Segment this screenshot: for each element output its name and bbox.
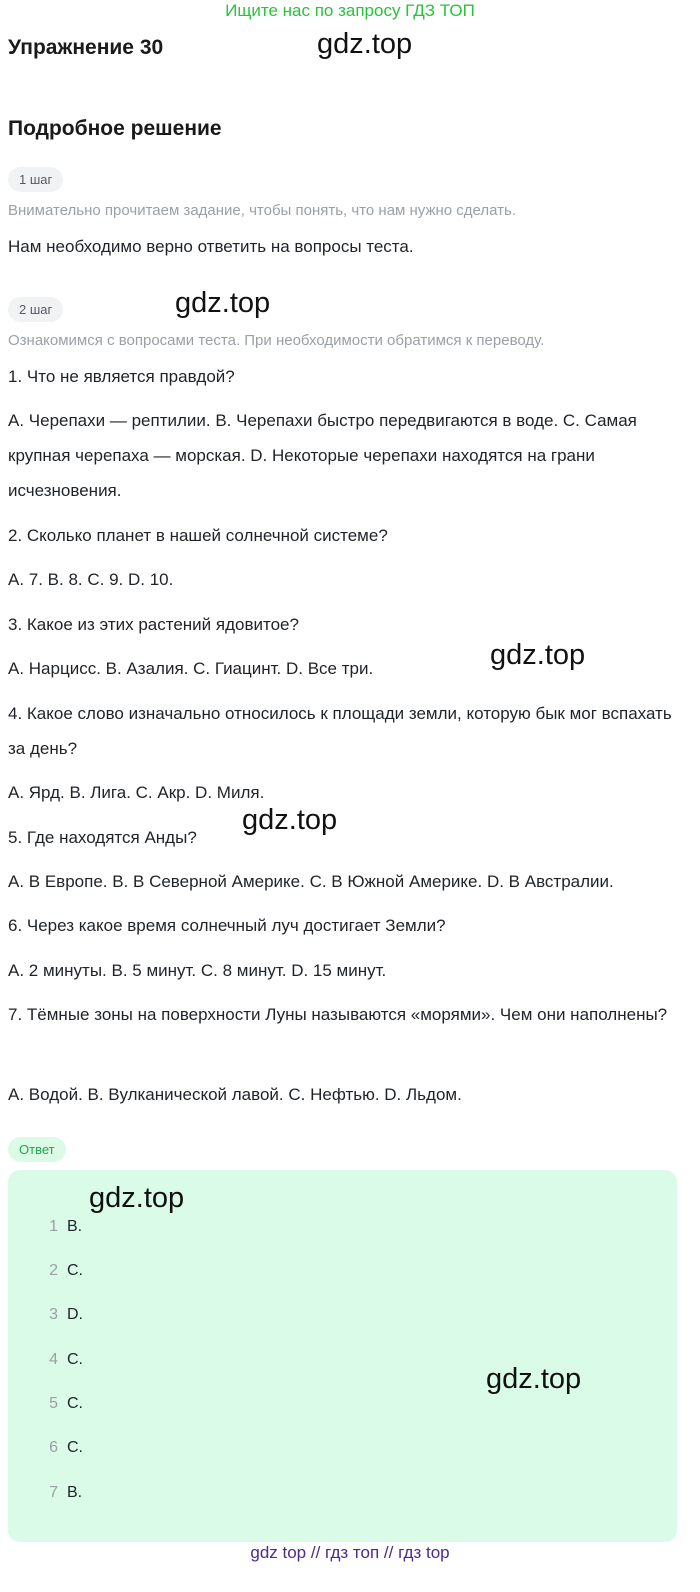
step-2-badge: 2 шаг	[8, 297, 63, 322]
answer-number: 7	[49, 1484, 58, 1501]
question-7-options: A. Водой. B. Вулканической лавой. C. Нефтью. D. Льдом.	[8, 1085, 462, 1104]
answer-item	[46, 1262, 83, 1284]
answer-value: D.	[67, 1306, 83, 1323]
question-2-options: A. 7. B. 8. C. 9. D. 10.	[8, 570, 174, 589]
question-2: 2. Сколько планет в нашей солнечной системе?	[8, 526, 388, 545]
answer-number: 1	[49, 1218, 58, 1235]
step-1-badge: 1 шаг	[8, 167, 63, 192]
answer-number: 4	[49, 1351, 58, 1368]
watermark: gdz.top	[490, 639, 586, 671]
answer-item	[46, 1484, 82, 1506]
watermark: gdz.top	[486, 1363, 582, 1395]
watermark: gdz.top	[89, 1182, 185, 1214]
answer-value: C.	[67, 1262, 83, 1279]
step-2-hint: Ознакомимся с вопросами теста. При необходимости обратимся к переводу.	[8, 332, 545, 349]
answer-value: C.	[67, 1439, 83, 1456]
page-title: Упражнение 30	[8, 36, 164, 59]
footer-link-gdz-top-ru[interactable]: гдз топ	[325, 1543, 380, 1562]
question-4: 4. Какое слово изначально относилось к площади земли, которую бык мог вспахать за день?	[8, 704, 672, 758]
footer-links	[0, 1543, 700, 1563]
question-3-options: A. Нарцисс. B. Азалия. C. Гиацинт. D. Все три.	[8, 659, 374, 678]
watermark: gdz.top	[175, 287, 271, 319]
footer-separator: //	[310, 1543, 321, 1562]
answer-value: B.	[67, 1484, 83, 1501]
answer-number: 3	[49, 1306, 58, 1323]
answer-value: B.	[67, 1218, 83, 1235]
question-6: 6. Через какое время солнечный луч достигает Земли?	[8, 916, 446, 935]
step-1-text: Нам необходимо верно ответить на вопросы теста.	[8, 237, 414, 256]
step-1-hint: Внимательно прочитаем задание, чтобы понять, что нам нужно сделать.	[8, 202, 517, 219]
answer-item	[46, 1218, 82, 1240]
answer-value: C.	[67, 1395, 83, 1412]
question-1-options: A. Черепахи — рептилии. B. Черепахи быстро передвигаются в воде. C. Самая крупная черепаха — морская. D. Некоторые черепахи находятся на грани исчезновения.	[8, 411, 637, 500]
watermark: gdz.top	[317, 28, 413, 60]
question-5: 5. Где находятся Анды?	[8, 828, 197, 847]
footer-link-gdz-top-mixed[interactable]: гдз top	[398, 1543, 450, 1562]
answer-badge: Ответ	[8, 1137, 66, 1162]
question-4-options: A. Ярд. B. Лига. C. Акр. D. Миля.	[8, 783, 265, 802]
question-3: 3. Какое из этих растений ядовитое?	[8, 615, 299, 634]
question-5-options: A. В Европе. B. В Северной Америке. C. В Южной Америке. D. В Австралии.	[8, 872, 614, 891]
answer-value: C.	[67, 1351, 83, 1368]
answer-item	[46, 1306, 83, 1328]
answer-item	[46, 1439, 83, 1461]
section-title: Подробное решение	[8, 117, 222, 140]
answer-number: 6	[49, 1439, 58, 1456]
answer-item	[46, 1395, 83, 1417]
footer-separator: //	[383, 1543, 394, 1562]
answer-item	[46, 1351, 83, 1373]
footer-link-gdz-top[interactable]: gdz top	[250, 1543, 307, 1562]
answer-number: 5	[49, 1395, 58, 1412]
question-7: 7. Тёмные зоны на поверхности Луны называются «морями». Чем они наполнены?	[8, 1005, 668, 1024]
search-banner: Ищите нас по запросу ГДЗ ТОП	[225, 1, 475, 20]
answer-box	[8, 1170, 677, 1542]
question-1: 1. Что не является правдой?	[8, 367, 235, 386]
watermark: gdz.top	[242, 804, 338, 836]
question-6-options: A. 2 минуты. B. 5 минут. C. 8 минут. D. 15 минут.	[8, 961, 387, 980]
answer-number: 2	[49, 1262, 58, 1279]
